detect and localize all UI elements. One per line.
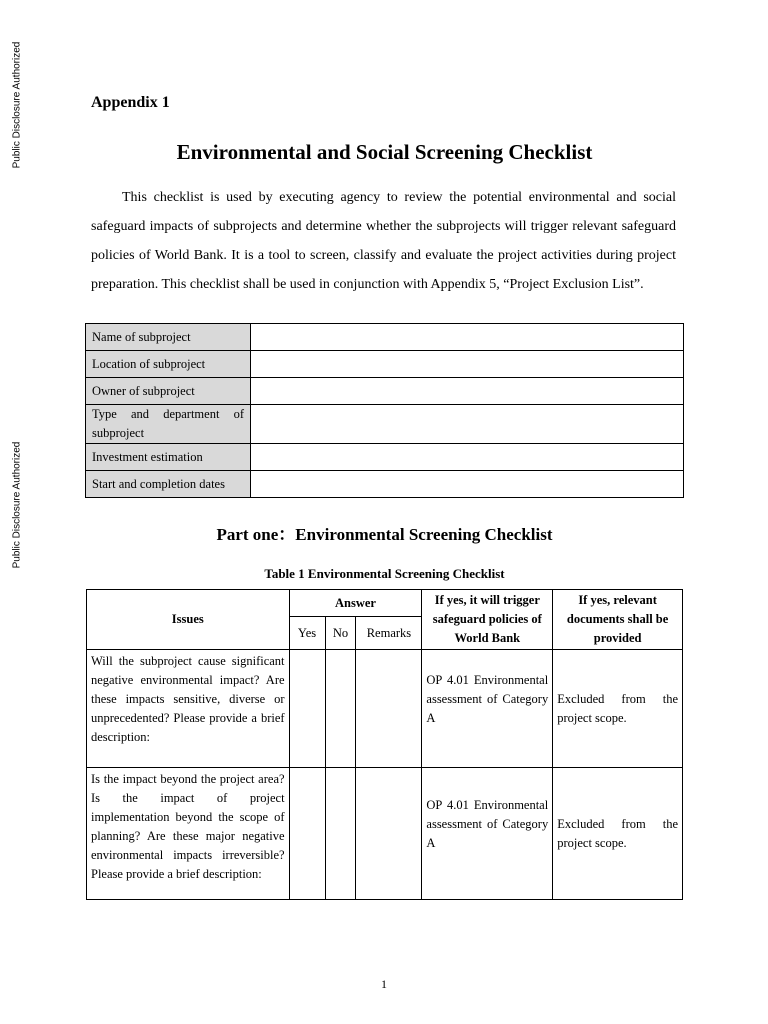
documents-cell: Excluded from the project scope. <box>553 768 683 900</box>
header-documents: If yes, relevant documents shall be provided <box>553 590 683 650</box>
table1-header-row <box>87 590 683 617</box>
policy-cell: OP 4.01 Environmental assessment of Category A <box>422 768 553 900</box>
info-row <box>86 324 684 351</box>
subproject-info-table <box>85 323 684 498</box>
policy-cell: OP 4.01 Environmental assessment of Category A <box>422 650 553 768</box>
header-no: No <box>325 617 356 650</box>
info-row <box>86 444 684 471</box>
part-one-heading: Part one：Environmental Screening Checklist <box>216 525 553 544</box>
answer-no-cell[interactable] <box>325 768 356 900</box>
info-label-owner: Owner of subproject <box>86 378 251 405</box>
answer-remarks-cell[interactable] <box>356 650 422 768</box>
info-value-owner[interactable] <box>251 378 684 405</box>
table-row <box>87 650 683 768</box>
intro-paragraph: This checklist is used by executing agency to review the potential environmental and social safeguard impacts of subprojects and determine whether the subprojects will trigger relevant safeguard policies of World Bank. It is a tool to screen, classify and evaluate the project activities during project preparation. This checklist shall be used in conjunction with Appendix 5, “Project Exclusion List”. <box>91 190 676 292</box>
info-value-location[interactable] <box>251 351 684 378</box>
header-answer: Answer <box>289 590 422 617</box>
answer-no-cell[interactable] <box>325 650 356 768</box>
header-trigger: If yes, it will trigger safeguard policies of World Bank <box>422 590 553 650</box>
table1-caption: Table 1 Environmental Screening Checklist <box>264 566 505 581</box>
table-row <box>87 768 683 900</box>
appendix-label: Appendix 1 <box>91 94 170 111</box>
info-label-dates: Start and completion dates <box>86 471 251 498</box>
answer-yes-cell[interactable] <box>289 768 325 900</box>
issue-cell: Will the subproject cause significant negative environmental impact? Are these impacts sensitive, diverse or unprecedented? Please provide a brief description: <box>87 650 290 768</box>
info-row <box>86 351 684 378</box>
page-number: 1 <box>381 977 387 991</box>
answer-yes-cell[interactable] <box>289 650 325 768</box>
page-title: Environmental and Social Screening Checklist <box>176 140 593 164</box>
info-label-investment: Investment estimation <box>86 444 251 471</box>
header-yes: Yes <box>289 617 325 650</box>
side-disclosure-label-top: Public Disclosure Authorized <box>11 41 23 169</box>
info-label-name: Name of subproject <box>86 324 251 351</box>
answer-remarks-cell[interactable] <box>356 768 422 900</box>
info-row <box>86 378 684 405</box>
info-value-dates[interactable] <box>251 471 684 498</box>
documents-cell: Excluded from the project scope. <box>553 650 683 768</box>
side-disclosure-label-middle: Public Disclosure Authorized <box>11 441 23 569</box>
environmental-screening-table <box>86 589 683 900</box>
issue-cell: Is the impact beyond the project area? Is the impact of project implementation beyond the scope of planning? Are these major negative environmental impacts irreversible? Please provide a brief description: <box>87 768 290 900</box>
info-value-investment[interactable] <box>251 444 684 471</box>
info-row <box>86 471 684 498</box>
info-label-type: Type and department of subproject <box>86 405 251 444</box>
info-value-name[interactable] <box>251 324 684 351</box>
header-remarks: Remarks <box>356 617 422 650</box>
info-label-location: Location of subproject <box>86 351 251 378</box>
info-value-type[interactable] <box>251 405 684 444</box>
header-issues: Issues <box>87 590 290 650</box>
info-row <box>86 405 684 444</box>
